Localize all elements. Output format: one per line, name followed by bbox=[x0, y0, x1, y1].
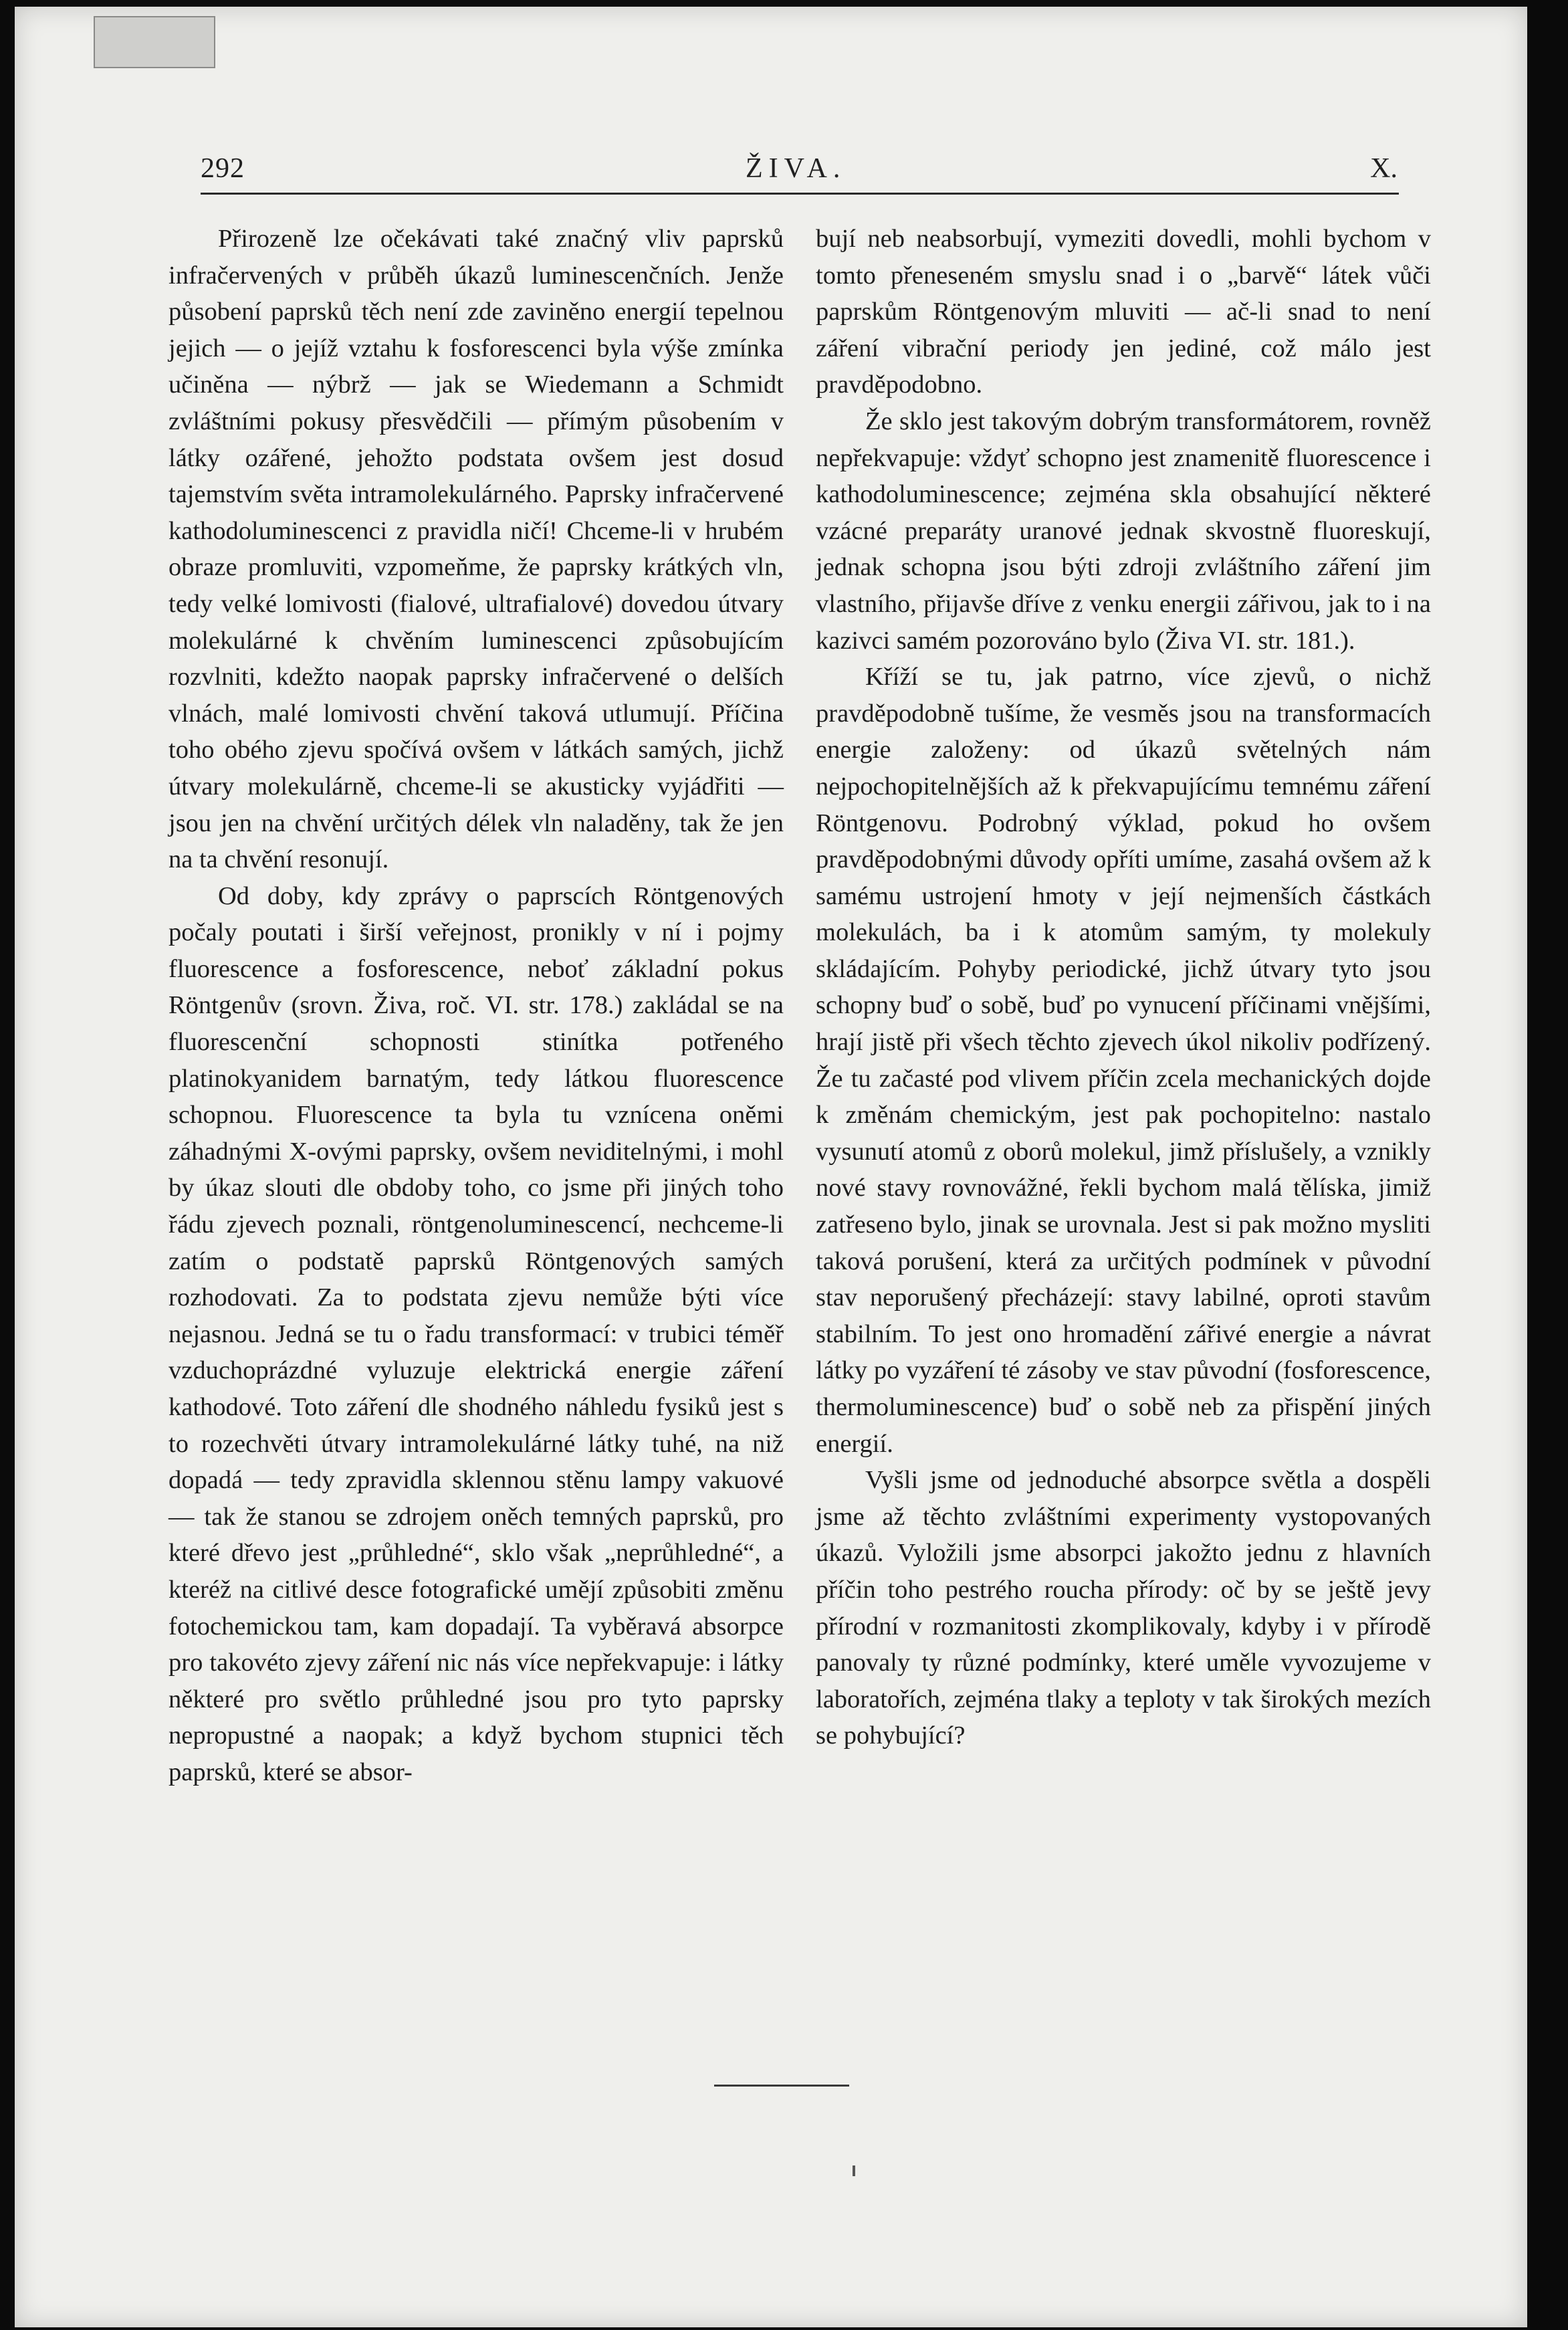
left-column bbox=[169, 221, 784, 1791]
scan-tab bbox=[94, 16, 215, 68]
paragraph: Kříží se tu, jak patrno, více zjevů, o nichž pravděpodobně tušíme, že vesměs jsou na transformacích energie založeny: od úkazů světelných nám nejpochopitelnějších až k překvapujícímu temnému záření Röntgenovu. Podrobný výklad, pokud ho ovšem pravděpodobnými důvody opříti umíme, zasahá ovšem až k samému ustrojení hmoty v její nejmenších částkách molekulách, ba i k atomům samým, ty molekuly skládajícím. Pohyby periodické, jichž útvary tyto jsou schopny buď o sobě, buď po vynucení příčinami vnějšími, hrají jistě při všech těchto zjevech úkol nikoliv podřízený. Že tu začasté pod vlivem příčin zcela mechanických dojde k změnám chemickým, jest pak pochopitelno: nastalo vysunutí atomů z oborů molekul, jimž příslušely, a vznikly nové stavy rovnovážné, řekli bychom malá tělíska, jimiž zatřeseno bylo, jinak se urovnala. Jest si pak možno mysliti taková porušení, která za určitých podmínek v původní stav neporušený přecházejí: stavy labilné, oproti stavům stabilním. To jest ono hromadění zářivé energie a návrat látky po vyzáření té zásoby ve stav původní (fosforescence, thermoluminescence) buď o sobě neb za přispění jiných energií. bbox=[816, 663, 1431, 1458]
paragraph: Že sklo jest takovým dobrým transformátorem, rovněž nepřekvapuje: vždyť schopno jest znamenitě fluorescence i kathodoluminescence; zejména skla obsahující některé vzácné preparáty uranové jednak skvostně fluoreskují, jednak schopna jsou býti zdroji zvláštního záření jim vlastního, přijavše dříve z venku energii zářivou, jak to i na kazivci samém pozorováno bylo (Živa VI. str. 181.). bbox=[816, 407, 1431, 655]
scan-speck bbox=[853, 2165, 855, 2176]
running-header bbox=[201, 148, 1397, 189]
paragraph: Od doby, kdy zprávy o paprscích Röntgenových počaly poutati i širší veřejnost, pronikly v ní i pojmy fluorescence a fosforescence, neboť základní pokus Röntgenův (srovn. Živa, roč. VI. str. 178.) zakládal se na fluorescenční schopnosti stinítka potřeného platinokyanidem barnatým, tedy látkou fluorescence schopnou. Fluorescence ta byla tu vznícena oněmi záhadnými X-ovými paprsky, ovšem neviditelnými, i mohl by úkaz slouti dle obdoby toho, co jsme při jiných toho řádu zjevech poznali, röntgenoluminescencí, nechceme-li zatím o podstatě paprsků Röntgenových samých rozhodovati. Za to podstata zjevu nemůže býti více nejasnou. Jedná se tu o řadu transformací: v trubici téměř vzduchoprázdné vyluzuje elektrická energie záření kathodové. Toto záření dle shodného náhledu fysiků jest s to rozechvěti útvary intramolekulárné látky tuhé, na niž dopadá — tedy zpravidla sklennou stěnu lampy vakuové — tak že stanou se zdrojem oněch temných paprsků, pro které dřevo jest „průhledné“, sklo však „neprůhledné“, a kteréž na citlivé desce fotografické umějí způsobiti změnu fotochemickou tam, kam dopadají. Ta vyběravá absorpce pro takovéto zjevy záření nic nás více nepřekvapuje: i látky některé pro světlo průhledné jsou pro tyto paprsky nepropustné a naopak; a když bychom stupnici těch paprsků, které se absor- bbox=[169, 881, 784, 1786]
journal-title: ŽIVA. bbox=[746, 153, 847, 184]
paragraph: bují neb neabsorbují, vymeziti dovedli, mohli bychom v tomto přeneseném smyslu snad i o „barvě“ látek vůči paprskům Röntgenovým mluviti — ač-li snad to není záření vibrační periody jen jediné, což málo jest pravděpodobno. bbox=[816, 225, 1431, 399]
right-column bbox=[816, 221, 1431, 1754]
paragraph: Vyšli jsme od jednoduché absorpce světla a dospěli jsme až těchto zvláštními experimenty vystopovaných úkazů. Vyložili jsme absorpci jakožto jednu z hlavních příčin toho pestrého roucha přírody: oč by se ještě jevy přírodní v rozmanitosti zkomplikovaly, kdyby i v přírodě panovaly ty různé podmínky, které uměle vyvozujeme v laboratořích, zejména tlaky a teploty v tak širokých mezích se pohybující? bbox=[816, 1466, 1431, 1750]
scan-edge bbox=[1527, 0, 1568, 2330]
volume-number: X. bbox=[1370, 153, 1397, 184]
page-number: 292 bbox=[201, 153, 245, 184]
header-rule bbox=[201, 193, 1399, 195]
paragraph: Přirozeně lze očekávati také značný vliv paprsků infračervených v průběh úkazů luminescenčních. Jenže působení paprsků těch není zde zaviněno energií tepelnou jejich — o jejíž vztahu k fosforescenci byla výše zmínka učiněna — nýbrž — jak se Wiedemann a Schmidt zvláštními pokusy přesvědčili — přímým působením v látky ozářené, jehožto podstata ovšem jest dosud tajemstvím světa intramolekulárného. Paprsky infračervené kathodoluminescenci z pravidla ničí! Chceme-li v hrubém obraze promluviti, vzpomeňme, že paprsky krátkých vln, tedy velké lomivosti (fialové, ultrafialové) dovedou útvary molekulárné k chvěním luminescenci způsobujícím rozvlniti, kdežto naopak paprsky infračervené o delších vlnách, malé lomivosti chvění taková utlumují. Příčina toho obého zjevu spočívá ovšem v látkách samých, jichž útvary molekulárně, chceme-li se akusticky vyjádřiti — jsou jen na chvění určitých délek vln naladěny, tak že jen na ta chvění resonují. bbox=[169, 225, 784, 874]
end-rule bbox=[714, 2085, 849, 2087]
